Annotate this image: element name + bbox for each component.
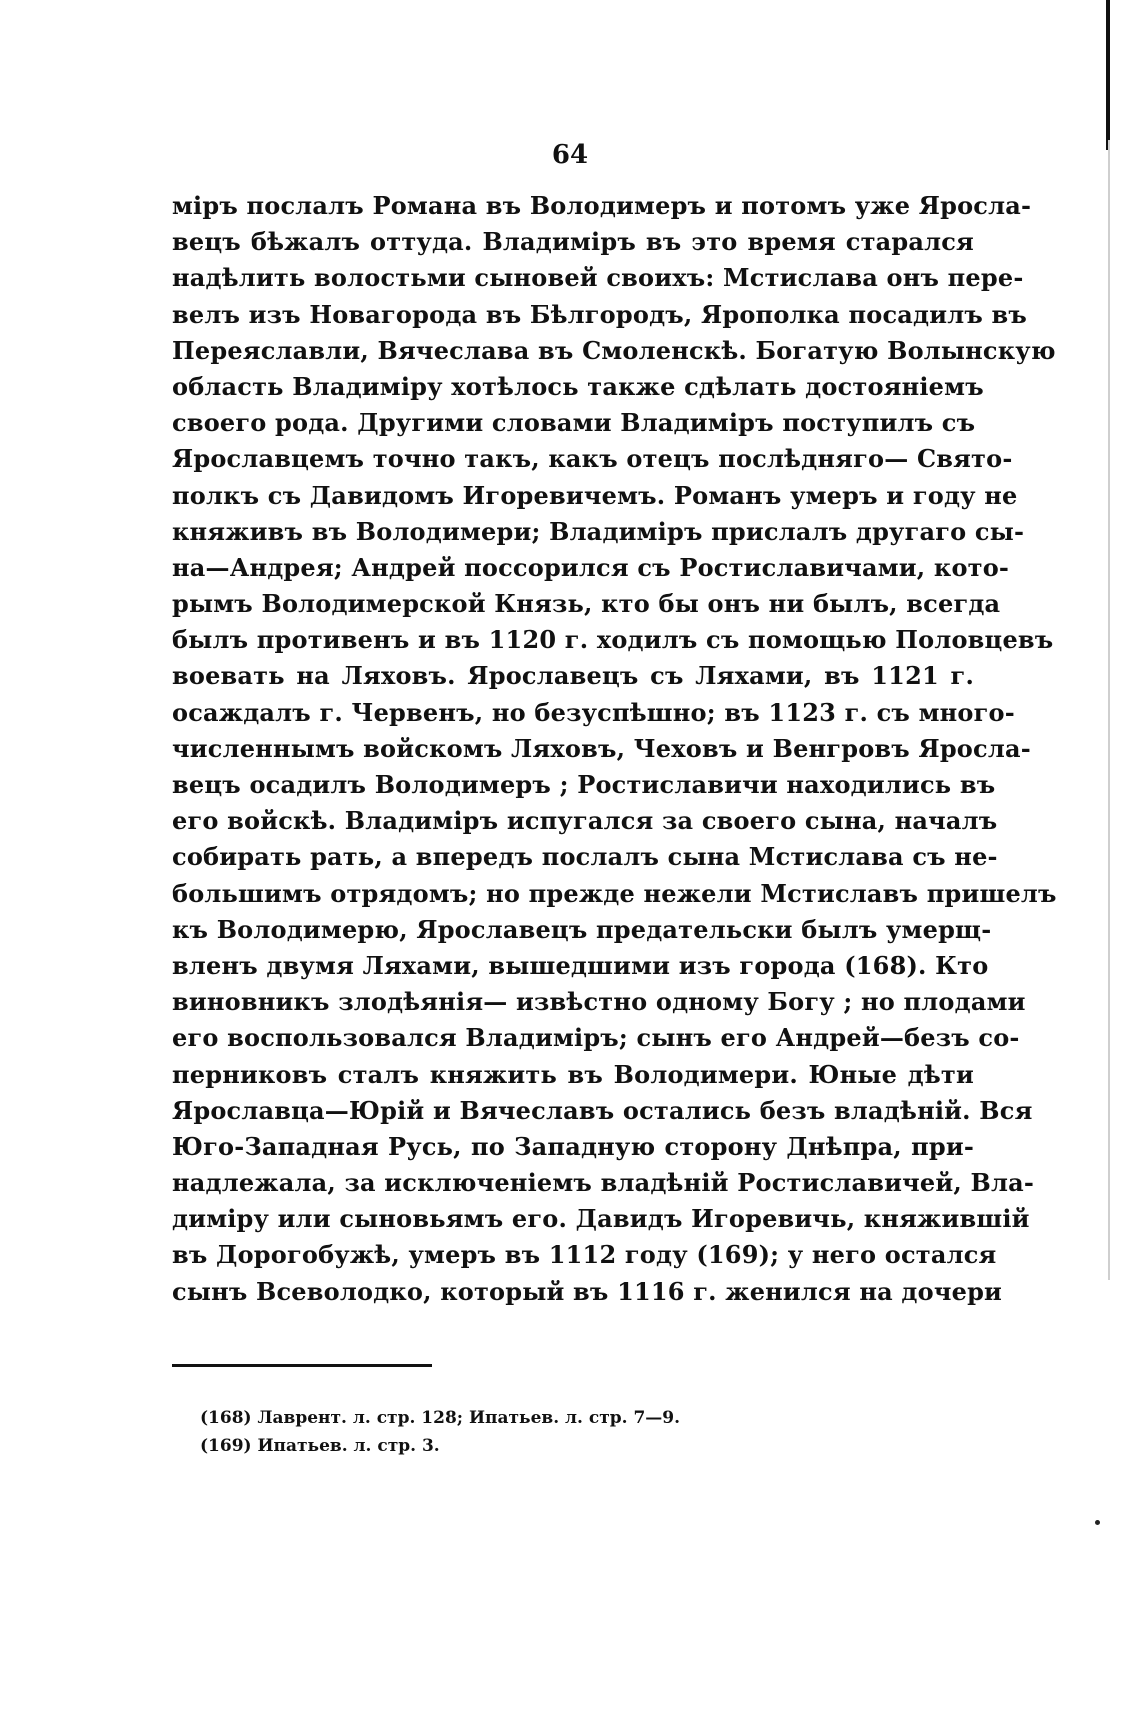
- text-line: надѣлить волостьми сыновей своихъ: Мстислава онъ пере-: [172, 263, 1024, 293]
- text-line: его воспользовался Владиміръ; сынъ его Андрей—безъ со-: [172, 1023, 1020, 1053]
- text-line: перниковъ сталъ княжить въ Володимери. Юные дѣти: [172, 1059, 974, 1089]
- text-line: вецъ осадилъ Володимеръ ; Ростиславичи находились въ: [172, 770, 996, 799]
- text-line: диміру или сыновьямъ его. Давидъ Игоревичь, княжившій: [172, 1204, 1030, 1234]
- text-line: княживъ въ Володимери; Владиміръ прислалъ другаго сы-: [172, 516, 1025, 546]
- scan-edge-shadow: [1108, 140, 1110, 1280]
- text-line: виновникъ злодѣянія— извѣстно одному Богу ; но плодами: [172, 987, 1026, 1017]
- text-line: вленъ двумя Ляхами, вышедшими изъ города (168). Кто: [172, 950, 989, 980]
- text-line: численнымъ войскомъ Ляховъ, Чеховъ и Венгровъ Яросла-: [172, 733, 1031, 763]
- text-line: міръ послалъ Романа въ Володимеръ и потомъ уже Яросла-: [172, 191, 1032, 220]
- text-line: надлежала, за исключеніемъ владѣній Ростиславичей, Вла-: [172, 1168, 1035, 1198]
- footnote-separator: [172, 1364, 432, 1367]
- text-line: Ярославцемъ точно такъ, какъ отецъ послѣдняго— Свято-: [172, 444, 1013, 474]
- text-line: область Владиміру хотѣлось также сдѣлать достояніемъ: [172, 371, 984, 401]
- text-line: Переяславли, Вячеслава въ Смоленскѣ. Богатую Волынскую: [172, 335, 1056, 365]
- text-line: собирать рать, а впередъ послалъ сына Мстислава съ не-: [172, 842, 998, 872]
- text-line: въ Дорогобужѣ, умеръ въ 1112 году (169); у него остался: [172, 1240, 997, 1270]
- text-line: вецъ бѣжалъ оттуда. Владиміръ въ это время старался: [172, 227, 974, 257]
- text-line: былъ противенъ и въ 1120 г. ходилъ съ помощью Половцевъ: [172, 625, 1054, 655]
- text-line: на—Андрея; Андрей поссорился съ Ростиславичами, кото-: [172, 552, 1010, 582]
- text-line: Ярославца—Юрій и Вячеславъ остались безъ владѣній. Вся: [172, 1095, 1033, 1125]
- text-line: своего рода. Другими словами Владиміръ поступилъ съ: [172, 408, 976, 438]
- page-number: 64: [551, 140, 589, 170]
- text-line: рымъ Володимерской Князь, кто бы онъ ни былъ, всегда: [172, 589, 1001, 619]
- text-line: его войскѣ. Владиміръ испугался за своего сына, началъ: [172, 806, 998, 836]
- body-text: [172, 188, 1057, 1310]
- text-line: Юго-Западная Русь, по Западную сторону Днѣпра, при-: [172, 1131, 974, 1161]
- text-line: полкъ съ Давидомъ Игоревичемъ. Романъ умеръ и году не: [172, 480, 1018, 510]
- scan-edge-line: [1106, 0, 1110, 150]
- text-line: воевать на Ляховъ. Ярославецъ съ Ляхами, въ 1121 г.: [172, 661, 974, 691]
- text-line: большимъ отрядомъ; но прежде нежели Мстиславъ пришелъ: [172, 878, 1057, 908]
- text-line: къ Володимерю, Ярославецъ предательски былъ умерщ-: [172, 914, 992, 944]
- text-line: сынъ Всеволодко, который въ 1116 г. женился на дочери: [172, 1276, 1003, 1306]
- footnotes: [200, 1404, 900, 1460]
- footnote: (169) Ипатьев. л. стр. 3.: [200, 1436, 440, 1456]
- text-line: осаждалъ г. Червенъ, но безуспѣшно; въ 1123 г. съ много-: [172, 697, 1015, 727]
- scan-speck: [1095, 1520, 1100, 1525]
- footnote: (168) Лаврент. л. стр. 128; Ипатьев. л. стр. 7—9.: [200, 1408, 681, 1428]
- text-line: велъ изъ Новагорода въ Бѣлгородъ, Ярополка посадилъ въ: [172, 299, 1027, 329]
